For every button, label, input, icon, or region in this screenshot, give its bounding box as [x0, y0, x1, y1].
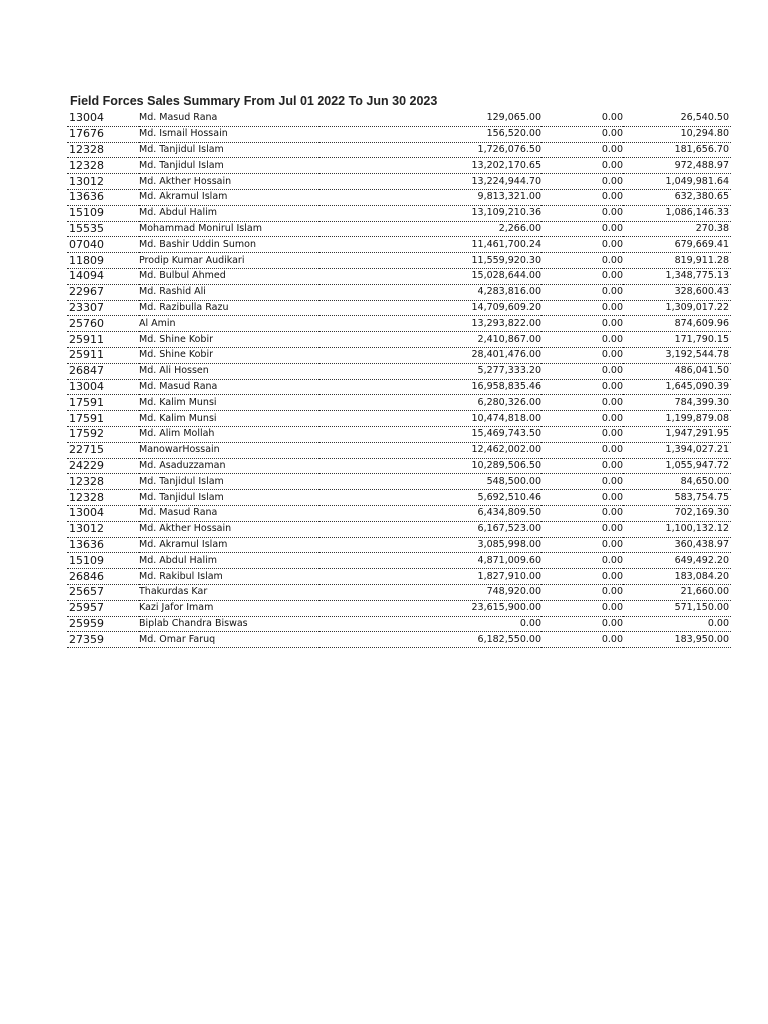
net-amount-cell: 1,645,090.39 [623, 379, 731, 395]
net-amount-cell: 819,911.28 [623, 253, 731, 269]
sales-amount-cell: 748,920.00 [319, 584, 541, 600]
employee-name-cell: Md. Razibulla Razu [139, 300, 319, 316]
return-amount-cell: 0.00 [541, 284, 623, 300]
table-row [67, 189, 731, 205]
employee-name-cell: Md. Omar Faruq [139, 632, 319, 648]
net-amount-cell: 360,438.97 [623, 537, 731, 553]
employee-code-cell: 14094 [67, 268, 139, 284]
employee-name-cell: Md. Akramul Islam [139, 189, 319, 205]
return-amount-cell: 0.00 [541, 253, 623, 269]
table-row [67, 505, 731, 521]
employee-name-cell: Mohammad Monirul Islam [139, 221, 319, 237]
table-row [67, 411, 731, 427]
return-amount-cell: 0.00 [541, 395, 623, 411]
return-amount-cell: 0.00 [541, 553, 623, 569]
table-row [67, 332, 731, 348]
table-row [67, 126, 731, 142]
employee-code-cell: 12328 [67, 158, 139, 174]
employee-code-cell: 22715 [67, 442, 139, 458]
employee-code-cell: 15109 [67, 553, 139, 569]
net-amount-cell: 632,380.65 [623, 189, 731, 205]
return-amount-cell: 0.00 [541, 411, 623, 427]
return-amount-cell: 0.00 [541, 490, 623, 506]
employee-name-cell: Md. Tanjidul Islam [139, 490, 319, 506]
net-amount-cell: 21,660.00 [623, 584, 731, 600]
employee-code-cell: 15535 [67, 221, 139, 237]
employee-name-cell: Md. Masud Rana [139, 111, 319, 126]
sales-amount-cell: 13,224,944.70 [319, 174, 541, 190]
sales-amount-cell: 10,289,506.50 [319, 458, 541, 474]
sales-amount-cell: 13,109,210.36 [319, 205, 541, 221]
net-amount-cell: 183,950.00 [623, 632, 731, 648]
net-amount-cell: 181,656.70 [623, 142, 731, 158]
sales-amount-cell: 548,500.00 [319, 474, 541, 490]
table-row [67, 521, 731, 537]
net-amount-cell: 270.38 [623, 221, 731, 237]
employee-name-cell: Md. Ismail Hossain [139, 126, 319, 142]
employee-name-cell: Md. Rashid Ali [139, 284, 319, 300]
return-amount-cell: 0.00 [541, 537, 623, 553]
sales-amount-cell: 16,958,835.46 [319, 379, 541, 395]
employee-name-cell: Md. Abdul Halim [139, 205, 319, 221]
return-amount-cell: 0.00 [541, 126, 623, 142]
table-row [67, 584, 731, 600]
table-row [67, 253, 731, 269]
employee-code-cell: 17591 [67, 411, 139, 427]
sales-amount-cell: 11,559,920.30 [319, 253, 541, 269]
net-amount-cell: 84,650.00 [623, 474, 731, 490]
table-row [67, 221, 731, 237]
sales-amount-cell: 14,709,609.20 [319, 300, 541, 316]
sales-amount-cell: 156,520.00 [319, 126, 541, 142]
employee-code-cell: 26846 [67, 569, 139, 585]
net-amount-cell: 328,600.43 [623, 284, 731, 300]
employee-code-cell: 13004 [67, 505, 139, 521]
net-amount-cell: 1,086,146.33 [623, 205, 731, 221]
sales-amount-cell: 6,280,326.00 [319, 395, 541, 411]
employee-name-cell: Md. Akther Hossain [139, 174, 319, 190]
table-body [67, 111, 731, 648]
return-amount-cell: 0.00 [541, 158, 623, 174]
return-amount-cell: 0.00 [541, 426, 623, 442]
return-amount-cell: 0.00 [541, 569, 623, 585]
employee-name-cell: Kazi Jafor Imam [139, 600, 319, 616]
return-amount-cell: 0.00 [541, 347, 623, 363]
employee-name-cell: Md. Akther Hossain [139, 521, 319, 537]
table-row [67, 347, 731, 363]
net-amount-cell: 1,309,017.22 [623, 300, 731, 316]
table-row [67, 205, 731, 221]
net-amount-cell: 972,488.97 [623, 158, 731, 174]
employee-name-cell: Md. Shine Kobir [139, 332, 319, 348]
return-amount-cell: 0.00 [541, 442, 623, 458]
return-amount-cell: 0.00 [541, 237, 623, 253]
sales-amount-cell: 10,474,818.00 [319, 411, 541, 427]
employee-code-cell: 23307 [67, 300, 139, 316]
employee-code-cell: 26847 [67, 363, 139, 379]
net-amount-cell: 702,169.30 [623, 505, 731, 521]
table-row [67, 363, 731, 379]
return-amount-cell: 0.00 [541, 205, 623, 221]
employee-name-cell: Md. Akramul Islam [139, 537, 319, 553]
table-row [67, 474, 731, 490]
sales-amount-cell: 6,434,809.50 [319, 505, 541, 521]
report-title: Field Forces Sales Summary From Jul 01 2022 To Jun 30 2023 [70, 94, 438, 108]
table-row [67, 284, 731, 300]
return-amount-cell: 0.00 [541, 616, 623, 632]
return-amount-cell: 0.00 [541, 268, 623, 284]
net-amount-cell: 784,399.30 [623, 395, 731, 411]
sales-amount-cell: 3,085,998.00 [319, 537, 541, 553]
table-row [67, 490, 731, 506]
employee-name-cell: Md. Tanjidul Islam [139, 158, 319, 174]
employee-name-cell: ManowarHossain [139, 442, 319, 458]
return-amount-cell: 0.00 [541, 189, 623, 205]
employee-code-cell: 13636 [67, 537, 139, 553]
employee-name-cell: Md. Bulbul Ahmed [139, 268, 319, 284]
employee-code-cell: 12328 [67, 490, 139, 506]
sales-amount-cell: 5,692,510.46 [319, 490, 541, 506]
return-amount-cell: 0.00 [541, 111, 623, 126]
net-amount-cell: 571,150.00 [623, 600, 731, 616]
table-row [67, 237, 731, 253]
employee-code-cell: 13636 [67, 189, 139, 205]
sales-amount-cell: 13,293,822.00 [319, 316, 541, 332]
table-row [67, 111, 731, 126]
table-row [67, 268, 731, 284]
net-amount-cell: 1,055,947.72 [623, 458, 731, 474]
sales-amount-cell: 15,028,644.00 [319, 268, 541, 284]
employee-name-cell: Prodip Kumar Audikari [139, 253, 319, 269]
net-amount-cell: 583,754.75 [623, 490, 731, 506]
sales-amount-cell: 11,461,700.24 [319, 237, 541, 253]
net-amount-cell: 1,049,981.64 [623, 174, 731, 190]
sales-summary-table [67, 111, 731, 648]
employee-name-cell: Md. Tanjidul Islam [139, 474, 319, 490]
table-row [67, 379, 731, 395]
employee-name-cell: Md. Rakibul Islam [139, 569, 319, 585]
sales-amount-cell: 6,167,523.00 [319, 521, 541, 537]
sales-amount-cell: 23,615,900.00 [319, 600, 541, 616]
employee-name-cell: Biplab Chandra Biswas [139, 616, 319, 632]
sales-amount-cell: 1,827,910.00 [319, 569, 541, 585]
employee-name-cell: Md. Kalim Munsi [139, 395, 319, 411]
sales-amount-cell: 2,266.00 [319, 221, 541, 237]
sales-amount-cell: 9,813,321.00 [319, 189, 541, 205]
table-row [67, 458, 731, 474]
sales-amount-cell: 0.00 [319, 616, 541, 632]
employee-code-cell: 17592 [67, 426, 139, 442]
employee-code-cell: 13012 [67, 174, 139, 190]
return-amount-cell: 0.00 [541, 600, 623, 616]
employee-name-cell: Thakurdas Kar [139, 584, 319, 600]
employee-code-cell: 25760 [67, 316, 139, 332]
net-amount-cell: 183,084.20 [623, 569, 731, 585]
return-amount-cell: 0.00 [541, 221, 623, 237]
employee-name-cell: Md. Kalim Munsi [139, 411, 319, 427]
table-row [67, 316, 731, 332]
net-amount-cell: 1,947,291.95 [623, 426, 731, 442]
net-amount-cell: 0.00 [623, 616, 731, 632]
employee-name-cell: Md. Bashir Uddin Sumon [139, 237, 319, 253]
sales-amount-cell: 13,202,170.65 [319, 158, 541, 174]
employee-code-cell: 15109 [67, 205, 139, 221]
net-amount-cell: 679,669.41 [623, 237, 731, 253]
return-amount-cell: 0.00 [541, 142, 623, 158]
sales-amount-cell: 2,410,867.00 [319, 332, 541, 348]
return-amount-cell: 0.00 [541, 363, 623, 379]
sales-amount-cell: 6,182,550.00 [319, 632, 541, 648]
employee-code-cell: 13004 [67, 379, 139, 395]
net-amount-cell: 10,294.80 [623, 126, 731, 142]
employee-code-cell: 17676 [67, 126, 139, 142]
sales-amount-cell: 28,401,476.00 [319, 347, 541, 363]
return-amount-cell: 0.00 [541, 584, 623, 600]
employee-name-cell: Md. Masud Rana [139, 379, 319, 395]
net-amount-cell: 1,348,775.13 [623, 268, 731, 284]
return-amount-cell: 0.00 [541, 458, 623, 474]
sales-amount-cell: 12,462,002.00 [319, 442, 541, 458]
return-amount-cell: 0.00 [541, 632, 623, 648]
employee-code-cell: 24229 [67, 458, 139, 474]
employee-code-cell: 25911 [67, 347, 139, 363]
employee-name-cell: Al Amin [139, 316, 319, 332]
return-amount-cell: 0.00 [541, 174, 623, 190]
employee-name-cell: Md. Tanjidul Islam [139, 142, 319, 158]
table-row [67, 174, 731, 190]
employee-code-cell: 12328 [67, 142, 139, 158]
net-amount-cell: 649,492.20 [623, 553, 731, 569]
employee-code-cell: 25657 [67, 584, 139, 600]
employee-code-cell: 11809 [67, 253, 139, 269]
table-row [67, 395, 731, 411]
net-amount-cell: 3,192,544.78 [623, 347, 731, 363]
employee-name-cell: Md. Alim Mollah [139, 426, 319, 442]
employee-code-cell: 12328 [67, 474, 139, 490]
employee-code-cell: 22967 [67, 284, 139, 300]
return-amount-cell: 0.00 [541, 474, 623, 490]
employee-code-cell: 25911 [67, 332, 139, 348]
table-row [67, 553, 731, 569]
table-row [67, 600, 731, 616]
employee-code-cell: 13012 [67, 521, 139, 537]
net-amount-cell: 1,394,027.21 [623, 442, 731, 458]
employee-code-cell: 25957 [67, 600, 139, 616]
return-amount-cell: 0.00 [541, 379, 623, 395]
sales-amount-cell: 4,283,816.00 [319, 284, 541, 300]
net-amount-cell: 486,041.50 [623, 363, 731, 379]
sales-amount-cell: 15,469,743.50 [319, 426, 541, 442]
table-row [67, 616, 731, 632]
table-row [67, 426, 731, 442]
employee-code-cell: 13004 [67, 111, 139, 126]
employee-code-cell: 25959 [67, 616, 139, 632]
net-amount-cell: 26,540.50 [623, 111, 731, 126]
net-amount-cell: 1,100,132.12 [623, 521, 731, 537]
employee-code-cell: 17591 [67, 395, 139, 411]
sales-amount-cell: 4,871,009.60 [319, 553, 541, 569]
return-amount-cell: 0.00 [541, 300, 623, 316]
return-amount-cell: 0.00 [541, 316, 623, 332]
sales-amount-cell: 1,726,076.50 [319, 142, 541, 158]
employee-name-cell: Md. Asaduzzaman [139, 458, 319, 474]
employee-code-cell: 27359 [67, 632, 139, 648]
employee-code-cell: 07040 [67, 237, 139, 253]
table-row [67, 142, 731, 158]
return-amount-cell: 0.00 [541, 332, 623, 348]
employee-name-cell: Md. Abdul Halim [139, 553, 319, 569]
return-amount-cell: 0.00 [541, 521, 623, 537]
table-row [67, 632, 731, 648]
net-amount-cell: 874,609.96 [623, 316, 731, 332]
employee-name-cell: Md. Ali Hossen [139, 363, 319, 379]
net-amount-cell: 1,199,879.08 [623, 411, 731, 427]
sales-amount-cell: 129,065.00 [319, 111, 541, 126]
table-row [67, 442, 731, 458]
net-amount-cell: 171,790.15 [623, 332, 731, 348]
table-row [67, 158, 731, 174]
sales-amount-cell: 5,277,333.20 [319, 363, 541, 379]
table-row [67, 300, 731, 316]
return-amount-cell: 0.00 [541, 505, 623, 521]
employee-name-cell: Md. Masud Rana [139, 505, 319, 521]
table-row [67, 537, 731, 553]
table-row [67, 569, 731, 585]
employee-name-cell: Md. Shine Kobir [139, 347, 319, 363]
